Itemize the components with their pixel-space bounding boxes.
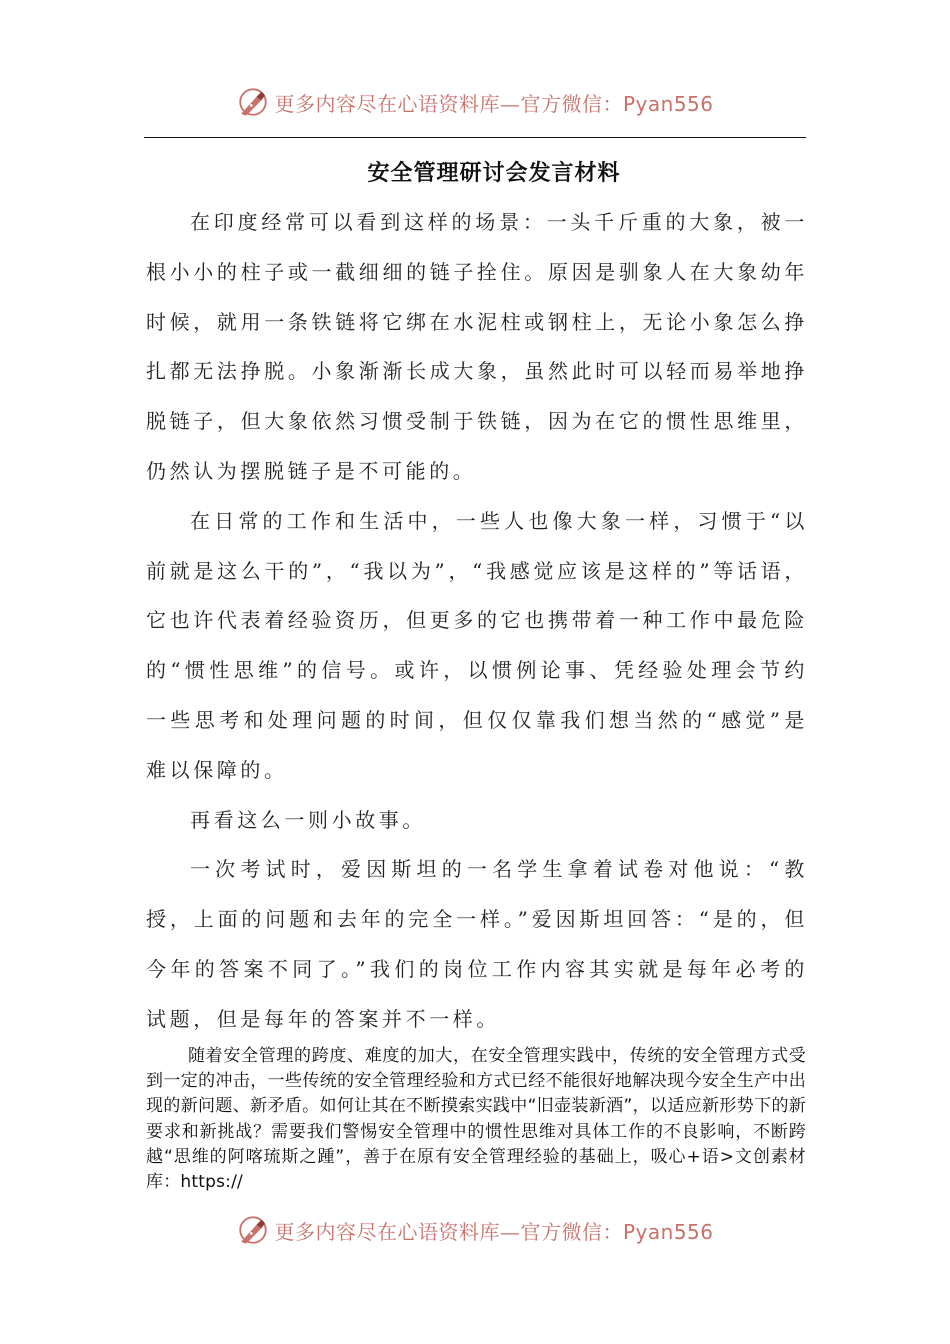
pen-nib-logo-icon — [236, 85, 270, 119]
dense-paragraph-block — [146, 1044, 806, 1195]
paragraph: 一次考试时，爱因斯坦的一名学生拿着试卷对他说：“教授，上面的问题和去年的完全一样。”爱因斯坦回答：“是的，但今年的答案不同了。”我们的岗位工作内容其实就是每年必考的试题，但是每年的答案并不一样。 — [146, 857, 808, 1031]
header-banner — [0, 82, 950, 122]
paragraph: 随着安全管理的跨度、难度的加大，在安全管理实践中，传统的安全管理方式受到一定的冲击，一些传统的安全管理经验和方式已经不能很好地解决现今安全生产中出现的新问题、新矛盾。如何让其在不断摸索实践中“旧壶装新酒”，以适应新形势下的新要求和新挑战？需要我们警惕安全管理中的惯性思维对具体工作的不良影响，不断跨越“思维的阿喀琉斯之踵”，善于在原有安全管理经验的基础上，吸心+语>文创素材库：https:// — [146, 1046, 806, 1193]
pen-nib-logo-icon — [236, 1213, 270, 1247]
banner-text: 更多内容尽在心语资料库—官方微信：Pyan556 — [274, 91, 714, 116]
document-title: 安全管理研讨会发言材料 — [367, 160, 621, 186]
wechat-id: Pyan556 — [622, 91, 714, 116]
footer-banner — [0, 1210, 950, 1250]
paragraph: 在日常的工作和生活中，一些人也像大象一样，习惯于“以前就是这么干的”，“我以为”，“我感觉应该是这样的”等话语，它也许代表着经验资历，但更多的它也携带着一种工作中最危险的“惯性思维”的信号。或许，以惯例论事、凭经验处理会节约一些思考和处理问题的时间，但仅仅靠我们想当然的“感觉”是难以保障的。 — [146, 508, 808, 782]
document-body — [146, 198, 808, 1045]
paragraph: 再看这么一则小故事。 — [190, 807, 426, 832]
paragraph: 在印度经常可以看到这样的场景：一头千斤重的大象，被一根小小的柱子或一截细细的链子拴住。原因是驯象人在大象幼年时候，就用一条铁链将它绑在水泥柱或钢柱上，无论小象怎么挣扎都无法挣脱。小象渐渐长成大象，虽然此时可以轻而易举地挣脱链子，但大象依然习惯受制于铁链，因为在它的惯性思维里，仍然认为摆脱链子是不可能的。 — [146, 210, 808, 483]
wechat-id: Pyan556 — [622, 1219, 714, 1244]
banner-text: 更多内容尽在心语资料库—官方微信：Pyan556 — [274, 1219, 714, 1244]
header-rule — [144, 137, 806, 138]
